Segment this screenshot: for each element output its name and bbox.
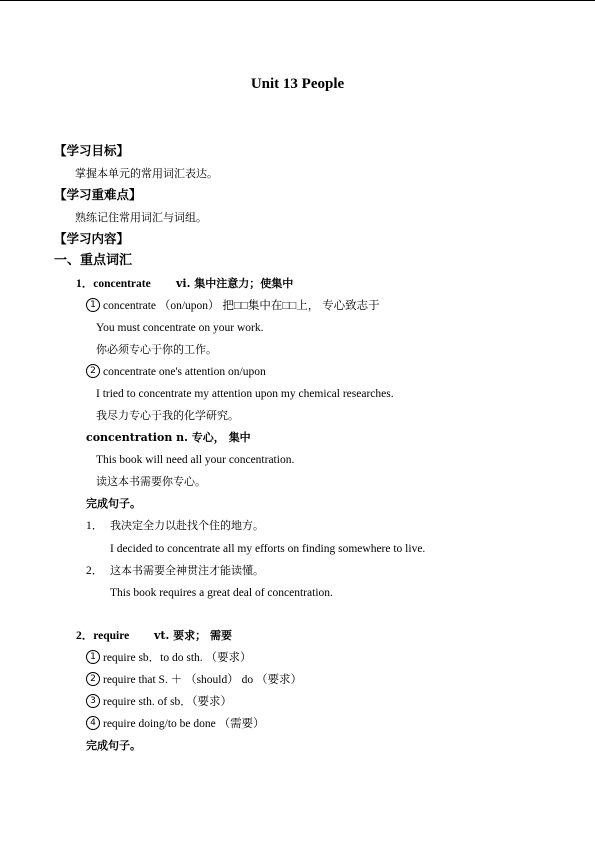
word1-number: 1．: [76, 278, 94, 290]
key-points-header: 【学习重难点】: [54, 187, 142, 202]
circled-number-icon: 1: [86, 650, 100, 664]
exercise2-answer: This book requires a great deal of concentration.: [110, 587, 333, 599]
word2-usage2: [86, 673, 302, 687]
exercise1-number: 1．: [86, 520, 104, 532]
word1-usage1: [86, 299, 380, 313]
goals-header: 【学习目标】: [54, 143, 130, 158]
word1-usage1-example-en: You must concentrate on your work.: [96, 322, 264, 334]
word1-usage2-example-en: I tried to concentrate my attention upon my chemical researches.: [96, 388, 394, 400]
word1-headword: concentrate: [93, 278, 151, 290]
word2-headword: require: [93, 630, 130, 642]
word1-noun-example-en: This book will need all your concentration.: [96, 454, 295, 466]
content-header: 【学习内容】: [54, 231, 130, 246]
word1-noun-example-zh: 读这本书需要你专心。: [96, 475, 206, 488]
exercise2-chinese: 这本书需要全神贯注才能读懂。: [110, 564, 264, 577]
exercise2-number: 2．: [86, 565, 104, 577]
word2-exercise-header: 完成句子。: [86, 739, 141, 752]
word2-usage4: [86, 717, 265, 731]
exercise1-answer: I decided to concentrate all my efforts on finding somewhere to live.: [110, 543, 426, 555]
circled-number-icon: 3: [86, 694, 100, 708]
page-title: Unit 13 People: [250, 76, 345, 92]
word2-usage3-text: require sth. of sb．（要求）: [103, 696, 233, 708]
word2-line: [76, 629, 129, 643]
word1-usage1-text: concentrate （on/upon） 把□□集中在□□上， 专心致志于: [103, 300, 380, 312]
word2-usage3: [86, 695, 232, 709]
circled-number-icon: 1: [86, 298, 100, 312]
word1-pos: vi. 集中注意力；使集中: [176, 277, 294, 290]
word1-usage2: [86, 365, 266, 379]
word1-noun-form: concentration n. 专心， 集中: [86, 431, 251, 444]
exercise1-chinese: 我决定全力以赴找个住的地方。: [110, 519, 264, 532]
word2-usage4-text: require doing/to be done （需要）: [103, 718, 265, 730]
word1-exercise-header: 完成句子。: [86, 497, 141, 510]
word2-usage1: [86, 651, 252, 665]
word1-usage2-text: concentrate one's attention on/upon: [103, 366, 266, 378]
goals-text: 掌握本单元的常用词汇表达。: [75, 167, 218, 180]
word1-usage2-example-zh: 我尽力专心于我的化学研究。: [96, 409, 239, 422]
word2-number: 2．: [76, 630, 94, 642]
circled-number-icon: 2: [86, 364, 100, 378]
circled-number-icon: 2: [86, 672, 100, 686]
word2-usage1-text: require sb．to do sth. （要求）: [103, 652, 252, 664]
word1-usage1-example-zh: 你必须专心于你的工作。: [96, 343, 217, 356]
key-points-text: 熟练记住常用词汇与词组。: [75, 211, 207, 224]
circled-number-icon: 4: [86, 716, 100, 730]
word2-pos: vt. 要求； 需要: [154, 629, 232, 642]
word1-line: [76, 277, 151, 291]
vocab-header: 一、重点词汇: [54, 253, 133, 268]
page-top-border: [0, 0, 595, 1]
word2-usage2-text: require that S. ＋ （should） do （要求）: [103, 674, 302, 686]
